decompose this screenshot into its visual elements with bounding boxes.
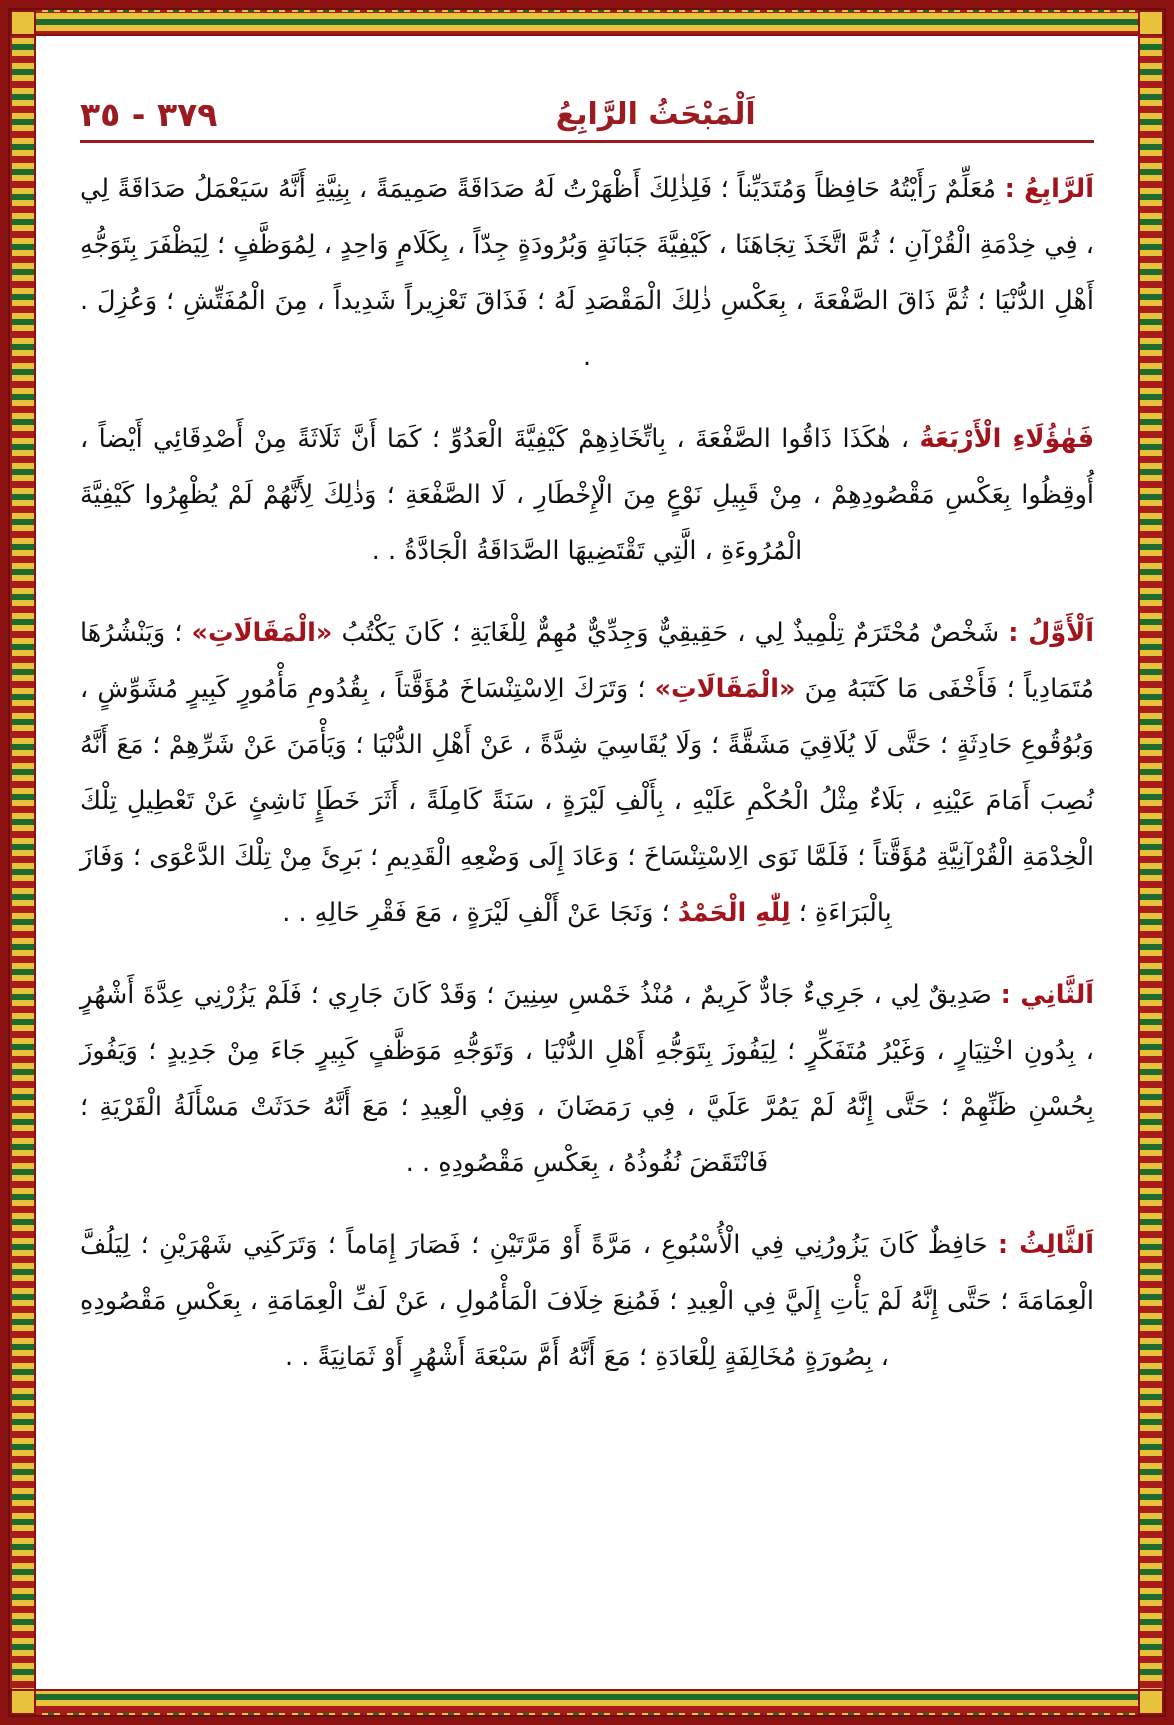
paragraph-text-segment-3: ؛ وَتَرَكَ الِاسْتِنْسَاخَ مُؤَقَّتاً ، بِقُدُومِ مَأْمُورٍ كَبِيرٍ مُشَوِّشٍ ، وَبُوُقُوعِ حَادِثَةٍ ؛ حَتَّى لَا يُلَاقِيَ مَشَقَّةً ؛ وَلَا يُقَاسِيَ شِدَّةً ، عَنْ أَهْلِ الدُّنْيَا ؛ وَيَأْمَنَ عَنْ شَرِّهِمْ ؛ مَعَ أَنَّهُ نُصِبَ أَمَامَ عَيْنِهِ ، بَلَاءٌ مِثْلُ الْحُكْمِ عَلَيْهِ ، بِأَلْفِ لَيْرَةٍ ، سَنَةً كَامِلَةً ، أَثَرَ خَطَإٍ نَاشِئٍ عَنْ تَعْطِيلِ تِلْكَ الْخِدْمَةِ الْقُرْآنِيَّةِ مُؤَقَّتاً ؛ فَلَمَّا نَوَى الِاسْتِنْسَاخَ ؛ وَعَادَ إِلَى وَضْعِهِ الْقَدِيمِ ؛ بَرِئَ مِنْ تِلْكَ الدَّعْوَى ؛ وَفَازَ بِالْبَرَاءَةِ ؛: [80, 674, 1094, 928]
praise-phrase-lillah-alhamd: لِلّٰهِ الْحَمْدُ: [677, 898, 791, 928]
paragraph-text: حَافِظٌ كَانَ يَزُورُنِي فِي الْأُسْبُوعِ ، مَرَّةً أَوْ مَرَّتَيْنِ ؛ فَصَارَ إِمَاماً ؛ وَتَرَكَنِي شَهْرَيْنِ ؛ لِيَلُفَّ الْعِمَامَةَ ؛ حَتَّى إِنَّهُ لَمْ يَأْتِ إِلَيَّ فِي الْعِيدِ ؛ فَمُنِعَ خِلَافَ الْمَأْمُولِ ، عَنْ لَفِّ الْعِمَامَةِ ، بِعَكْسِ مَقْصُودِهِ ، بِصُورَةٍ مُخَالِفَةٍ لِلْعَادَةِ ؛ مَعَ أَنَّهُ أَمَّ سَبْعَةَ أَشْهُرٍ أَوْ ثَمَانِيَةً . .: [80, 1230, 1094, 1372]
quoted-title-maqalat-2: «الْمَقَالَاتِ»: [654, 674, 796, 704]
paragraph-lead: فَهٰؤُلَاءِ الْأَرْبَعَةُ: [919, 424, 1095, 454]
border-corner-bottom-right: [1138, 1689, 1164, 1715]
paragraph-third: [80, 1217, 1094, 1385]
paragraph-text: صَدِيقٌ لِي ، جَرِيءٌ جَادٌّ كَرِيمٌ ، مُنْذُ خَمْسِ سِنِينَ ؛ وَقَدْ كَانَ جَارِي ؛ فَلَمْ يَزُرْنِي عِدَّةَ أَشْهُرٍ ، بِدُونِ اخْتِيَارٍ ، وَغَيْرُ مُتَفَكِّرٍ ؛ لِيَفُوزَ بِتَوَجُّهِ أَهْلِ الدُّنْيَا ، وَتَوَجُّهِ مَوَظَّفٍ كَبِيرٍ جَاءَ مِنْ جَدِيدٍ ؛ وَيَفُوزَ بِحُسْنِ ظَنِّهِمْ ؛ حَتَّى إِنَّهُ لَمْ يَمُرَّ عَلَيَّ ، فِي رَمَضَانَ ، وَفِي الْعِيدِ ؛ مَعَ أَنَّهُ حَدَثَتْ مَسْأَلَةُ الْقَرْيَةِ ؛ فَانْتَقَضَ نُفُوذُهُ ، بِعَكْسِ مَقْصُودِهِ . .: [80, 980, 1094, 1178]
page-title: اَلْمَبْحَثُ الرَّابِعُ: [555, 97, 756, 132]
paragraph-lead: اَلثَّالِثُ :: [997, 1230, 1094, 1260]
paragraph-text-segment-1: شَخْصٌ مُحْتَرَمٌ تِلْمِيذٌ لِي ، حَقِيقِيٌّ وَجِدِّيٌّ مُهِمٌّ لِلْغَايَةِ ؛ كَانَ يَكْتُبُ: [332, 618, 1009, 648]
page-header: [80, 68, 1094, 134]
paragraph-lead: اَلثَّانِي :: [1000, 980, 1095, 1010]
paragraph-these-four: [80, 411, 1094, 579]
border-corner-top-right: [1138, 10, 1164, 36]
header-divider: [80, 140, 1094, 143]
border-corner-top-left: [10, 10, 36, 36]
paragraph-text: مُعَلِّمٌ رَأَيْتُهُ حَافِظاً وَمُتَدَيِّناً ؛ فَلِذٰلِكَ أَظْهَرْتُ لَهُ صَدَاقَةً صَمِيمَةً ، بِنِيَّةِ أَنَّهُ سَيَعْمَلُ صَدَاقَةً لِي ، فِي خِدْمَةِ الْقُرْآنِ ؛ ثُمَّ اتَّخَذَ تِجَاهَنَا ، كَيْفِيَّةَ جَبَانَةٍ وَبُرُودَةٍ جِدّاً ، بِكَلَامٍ وَاحِدٍ ، لِمُوَظَّفٍ ؛ لِيَظْفَرَ بِتَوَجُّهِ أَهْلِ الدُّنْيَا ؛ ثُمَّ ذَاقَ الصَّفْعَةَ ، بِعَكْسِ ذٰلِكَ الْمَقْصَدِ لَهُ ؛ فَذَاقَ تَعْزِيراً شَدِيداً ، مِنَ الْمُفَتِّشِ ؛ وَعُزِلَ . .: [80, 174, 1094, 372]
page-content: [46, 46, 1128, 1679]
paragraph-text: ، هٰكَذَا ذَاقُوا الصَّفْعَةَ ، بِاتِّخَاذِهِمْ كَيْفِيَّةَ الْعَدُوِّ ؛ كَمَا أَنَّ ثَلَاثَةً مِنْ أَصْدِقَائِي أَيْضاً ، أُوقِظُوا بِعَكْسِ مَقْصُودِهِمْ ، مِنْ قَبِيلِ نَوْعٍ مِنَ الْإِخْطَارِ ، لَا الصَّفْعَةِ ؛ وَذٰلِكَ لِأَنَّهُمْ لَمْ يُظْهِرُوا كَيْفِيَّةَ الْمُرُوءَةِ ، الَّتِي تَقْتَضِيهَا الصَّدَاقَةُ الْجَادَّةُ . .: [80, 424, 1094, 566]
quoted-title-maqalat-1: «الْمَقَالَاتِ»: [191, 618, 333, 648]
paragraph-second: [80, 967, 1094, 1191]
paragraph-lead: اَلرَّابِعُ :: [1004, 174, 1094, 204]
page-number: ٣٧٩ - ٣٥: [80, 95, 218, 134]
document-body: [80, 161, 1094, 1385]
paragraph-text-segment-2: ؛ وَيَنْشُرُهَا مُتَمَادِياً ؛ فَأَخْفَى مَا كَتَبَهُ مِنَ: [80, 618, 1095, 704]
paragraph-first: [80, 605, 1094, 941]
paragraph-lead: اَلْأَوَّلُ :: [1008, 618, 1094, 648]
paragraph-fourth: [80, 161, 1094, 385]
paragraph-text-segment-4: ؛ وَنَجَا عَنْ أَلْفِ لَيْرَةٍ ، مَعَ فَقْرِ حَالِهِ . .: [282, 898, 678, 928]
border-corner-bottom-left: [10, 1689, 36, 1715]
